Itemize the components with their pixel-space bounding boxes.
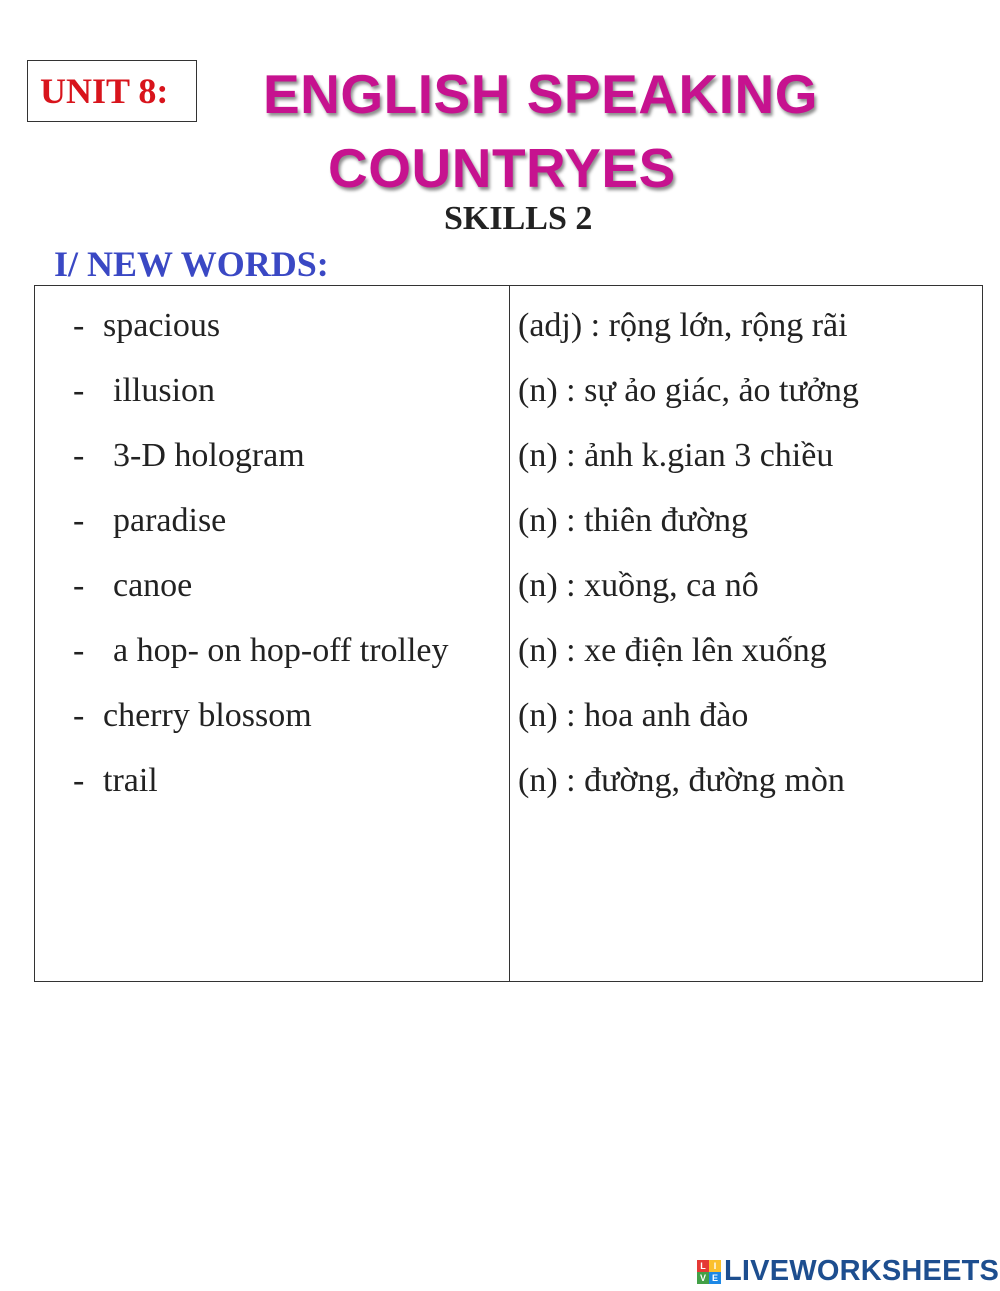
page-title-line-2: COUNTRYES: [328, 137, 676, 199]
vocabulary-meaning: (n) : thiên đường: [518, 502, 748, 539]
vocabulary-meaning: (n) : hoa anh đào: [518, 697, 749, 734]
vocabulary-row: [35, 761, 982, 801]
vocabulary-word: - a hop- on hop-off trolley: [73, 632, 449, 669]
vocabulary-meaning: (n) : ảnh k.gian 3 chiều: [518, 437, 834, 474]
page-subtitle: SKILLS 2: [444, 200, 593, 237]
vocabulary-meaning: (adj) : rộng lớn, rộng rãi: [518, 307, 848, 344]
vocabulary-meaning: (n) : xe điện lên xuống: [518, 632, 827, 669]
vocabulary-row: [35, 696, 982, 736]
vocabulary-word: - canoe: [73, 567, 193, 604]
vocabulary-word: - 3-D hologram: [73, 437, 305, 474]
vocabulary-word: - trail: [73, 762, 158, 799]
vocabulary-row: [35, 501, 982, 541]
liveworksheets-logo-text: LIVEWORKSHEETS: [724, 1255, 1000, 1287]
vocabulary-word: - illusion: [73, 372, 216, 409]
vocabulary-row: [35, 371, 982, 411]
liveworksheets-logo-icon: L I V E: [697, 1260, 721, 1284]
vocabulary-row: [35, 436, 982, 476]
vocabulary-word: - cherry blossom: [73, 697, 312, 734]
page-title-line-1: ENGLISH SPEAKING: [263, 63, 819, 125]
vocabulary-word: - paradise: [73, 502, 227, 539]
vocabulary-row: [35, 306, 982, 346]
section-heading: I/ NEW WORDS:: [54, 244, 329, 284]
vocabulary-meaning: (n) : xuồng, ca nô: [518, 567, 759, 604]
vocabulary-row: [35, 566, 982, 606]
vocabulary-row: [35, 631, 982, 671]
unit-label: UNIT 8:: [27, 60, 197, 122]
vocabulary-word: - spacious: [73, 307, 221, 344]
vocabulary-meaning: (n) : sự ảo giác, ảo tưởng: [518, 372, 859, 409]
vocabulary-meaning: (n) : đường, đường mòn: [518, 762, 845, 799]
vocabulary-table: [34, 285, 983, 982]
liveworksheets-logo: [697, 1255, 999, 1288]
